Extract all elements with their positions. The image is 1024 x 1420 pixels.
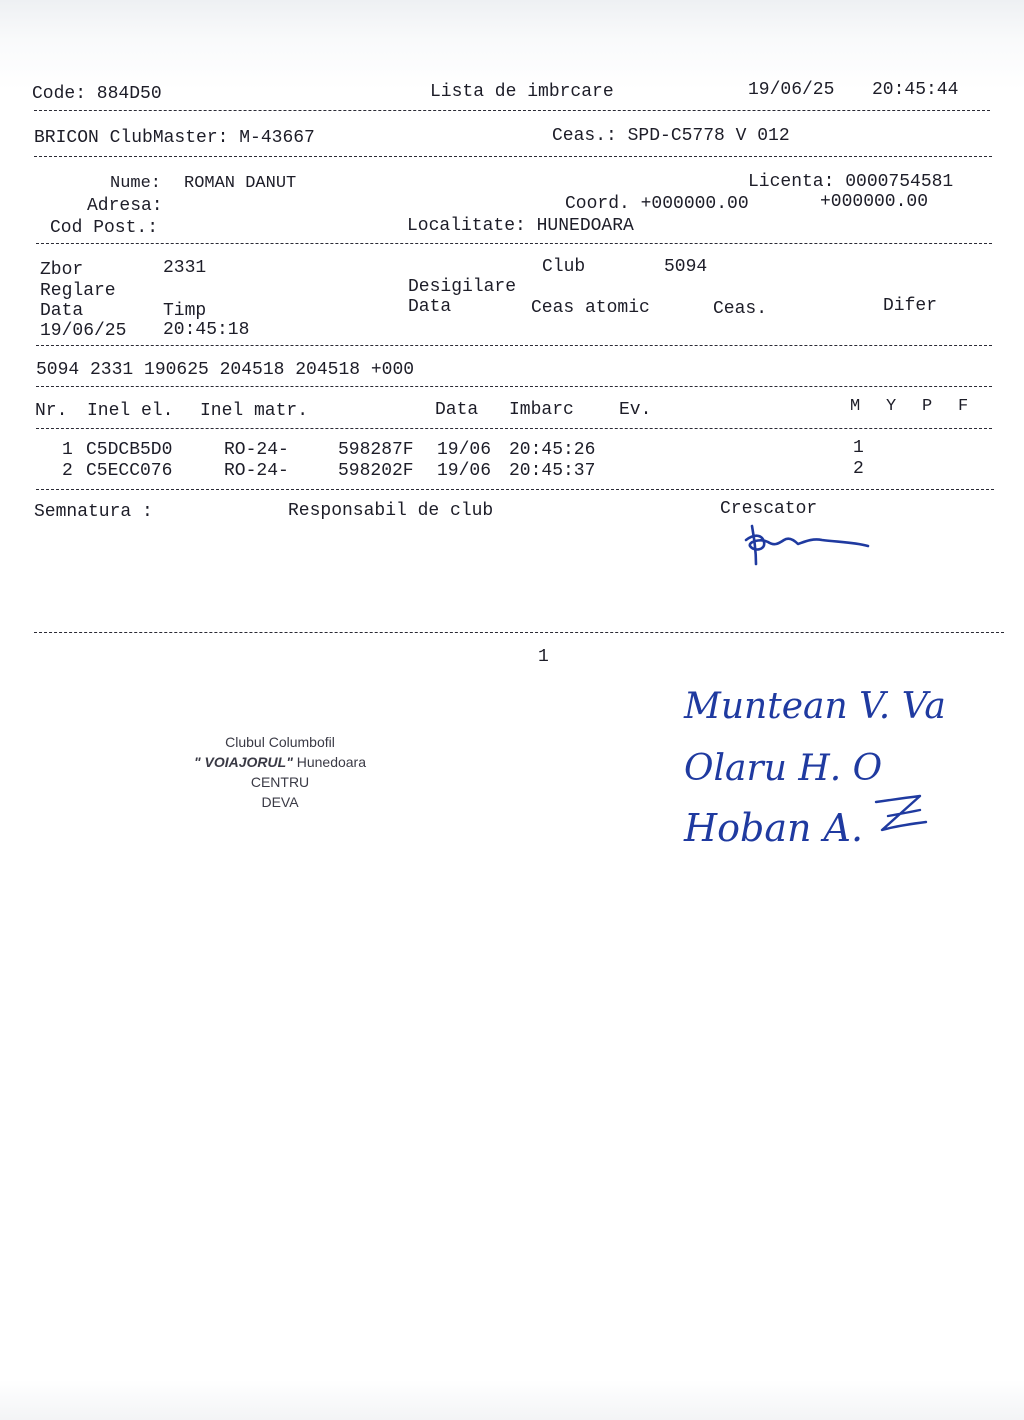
row-nr: 2 bbox=[62, 461, 73, 481]
clubmaster-label: BRICON ClubMaster: M-43667 bbox=[34, 128, 315, 148]
handwritten-initial-mark bbox=[870, 792, 930, 842]
license-label: Licenta: 0000754581 bbox=[748, 172, 954, 192]
col-ev: Ev. bbox=[619, 400, 652, 420]
club-label: Club bbox=[542, 257, 586, 277]
date-label: Data bbox=[40, 301, 84, 321]
club-value: 5094 bbox=[664, 257, 708, 277]
club-stamp bbox=[170, 732, 390, 812]
breeder-signature bbox=[738, 520, 878, 570]
col-f: F bbox=[958, 397, 969, 416]
clock-short-label: Ceas. bbox=[713, 299, 768, 319]
divider bbox=[34, 632, 1004, 633]
address-label: Adresa: bbox=[87, 196, 163, 216]
divider bbox=[34, 156, 992, 157]
divider bbox=[36, 386, 992, 387]
row-data: 19/06 bbox=[437, 440, 492, 460]
col-p: P bbox=[922, 397, 933, 416]
reglare-label: Reglare bbox=[40, 281, 116, 301]
stamp-line bbox=[170, 752, 390, 772]
document-title: Lista de imbrcare bbox=[430, 82, 614, 102]
name-label: Nume: bbox=[110, 174, 162, 193]
row-inel-el: C5ECC076 bbox=[86, 461, 173, 481]
col-data: Data bbox=[435, 400, 479, 420]
time-label: Timp bbox=[163, 301, 207, 321]
code-label: Code: 884D50 bbox=[32, 84, 162, 104]
breeder-label: Crescator bbox=[720, 499, 818, 519]
row-prefix: RO-24- bbox=[224, 461, 289, 481]
club-responsible-label: Responsabil de club bbox=[288, 501, 494, 521]
row-nr: 1 bbox=[62, 440, 73, 460]
clock-label: Ceas.: SPD-C5778 V 012 bbox=[552, 126, 790, 146]
name-value: ROMAN DANUT bbox=[184, 174, 297, 193]
row-m: 1 bbox=[853, 438, 864, 458]
reglare-time: 20:45:18 bbox=[163, 320, 250, 340]
divider bbox=[36, 428, 992, 429]
locality-label: Localitate: HUNEDOARA bbox=[407, 216, 634, 236]
col-m: M bbox=[850, 397, 861, 416]
date-label-2: Data bbox=[408, 297, 452, 317]
page-number: 1 bbox=[538, 647, 549, 667]
row-imbarc: 20:45:37 bbox=[509, 461, 596, 481]
desigilare-label: Desigilare bbox=[408, 277, 517, 297]
col-inel-matr: Inel matr. bbox=[200, 401, 309, 421]
col-inel-el: Inel el. bbox=[87, 401, 174, 421]
header-time: 20:45:44 bbox=[872, 80, 959, 100]
atomic-clock-label: Ceas atomic bbox=[531, 298, 650, 318]
postal-code-label: Cod Post.: bbox=[50, 218, 159, 238]
flight-value: 2331 bbox=[163, 258, 207, 278]
row-prefix: RO-24- bbox=[224, 440, 289, 460]
divider bbox=[36, 489, 994, 490]
stamp-line: Clubul Columbofil bbox=[225, 734, 335, 750]
col-imbarc: Imbarc bbox=[509, 400, 574, 420]
divider bbox=[34, 110, 990, 111]
signature-label: Semnatura : bbox=[34, 502, 153, 522]
header-date: 19/06/25 bbox=[748, 80, 835, 100]
row-inel-matr: 598202F bbox=[338, 461, 414, 481]
stamp-line: CENTRU bbox=[250, 774, 310, 790]
coord-label: Coord. +000000.00 bbox=[565, 194, 749, 214]
divider bbox=[36, 243, 992, 244]
handwritten-signature: Hoban A. bbox=[684, 806, 864, 850]
row-inel-matr: 598287F bbox=[338, 440, 414, 460]
stamp-club-name: " VOIAJORUL" bbox=[193, 754, 293, 770]
row-data: 19/06 bbox=[437, 461, 492, 481]
divider bbox=[36, 345, 992, 346]
stamp-city: Hunedoara bbox=[296, 754, 366, 770]
row-imbarc: 20:45:26 bbox=[509, 440, 596, 460]
handwritten-signature: Muntean V. Va bbox=[684, 686, 946, 727]
stamp-line: DEVA bbox=[261, 794, 299, 810]
row-m: 2 bbox=[853, 459, 864, 479]
col-y: Y bbox=[886, 397, 897, 416]
col-nr: Nr. bbox=[35, 401, 68, 421]
handwritten-signature: Olaru H. O bbox=[684, 748, 883, 789]
reglare-date: 19/06/25 bbox=[40, 321, 127, 341]
flight-label: Zbor bbox=[40, 260, 84, 280]
difference-label: Difer bbox=[883, 296, 938, 316]
summary-line: 5094 2331 190625 204518 204518 +000 bbox=[36, 360, 415, 380]
coord-second: +000000.00 bbox=[820, 192, 929, 212]
row-inel-el: C5DCB5D0 bbox=[86, 440, 173, 460]
